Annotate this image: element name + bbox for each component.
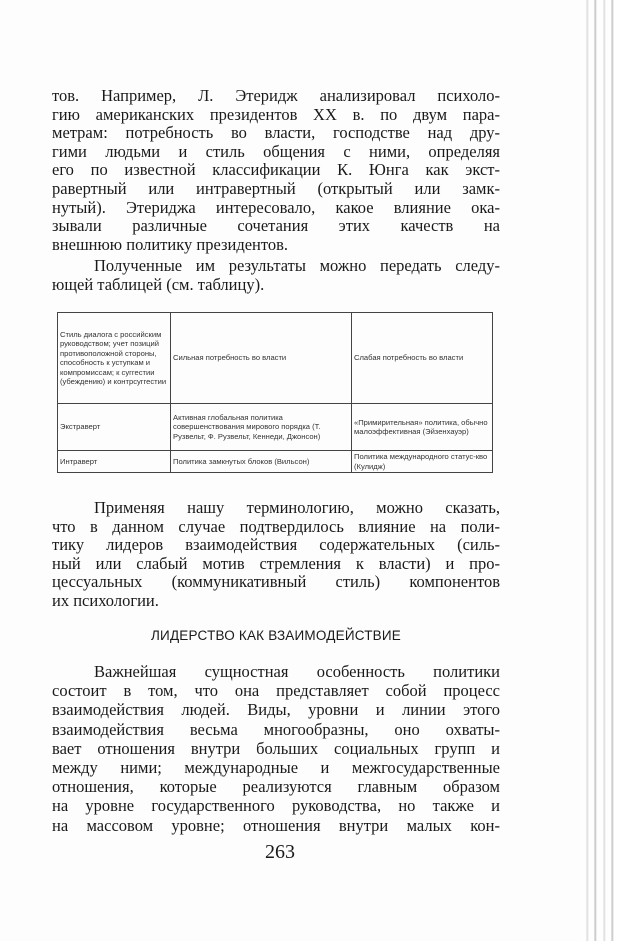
text-line: внешнюю политику президентов.	[52, 234, 289, 254]
scan-edge-artifact	[580, 0, 620, 941]
text-line: равертный или интравертный (открытый или замк-	[52, 178, 500, 198]
paragraph-3	[52, 499, 500, 611]
text-line: вает отношения внутри больших социальных групп и	[52, 738, 500, 758]
table-header-cell: Слабая потребность во власти	[352, 313, 493, 404]
table-cell: Интраверт	[58, 451, 171, 473]
table-header-row	[58, 313, 493, 404]
paragraph-2	[52, 257, 500, 294]
text-line: на массовом уровне; отношения внутри малых кон-	[52, 815, 500, 835]
text-line: их психологии.	[52, 590, 159, 610]
text-line: зывали различные сочетания этих качеств на	[52, 216, 500, 236]
text-line: нутый). Этериджа интересовало, какое влияние ока-	[52, 197, 500, 217]
text-line: Применяя нашу терминологию, можно сказать,	[94, 498, 500, 517]
table-cell: Политика международного статус-кво (Кулидж)	[352, 451, 493, 473]
table-header-cell: Сильная потребность во власти	[171, 313, 352, 404]
text-line: взаимодействия людей. Виды, уровни и линии этого	[52, 700, 500, 720]
results-table	[57, 312, 493, 473]
table-row	[58, 404, 493, 451]
text-line: гими людьми и стиль общения с ними, определяя	[52, 141, 500, 161]
text-line: его по известной классификации К. Юнга как экст-	[52, 160, 500, 180]
text-line: ный или слабый мотив стремления к власти) и про-	[52, 553, 500, 573]
text-line: метрам: потребность во власти, господстве над дру-	[52, 123, 500, 143]
table-cell: «Примирительная» политика, обычно малоэффективная (Эйзенхауэр)	[352, 404, 493, 451]
section-heading: ЛИДЕРСТВО КАК ВЗАИМОДЕЙСТВИЕ	[151, 628, 401, 643]
text-line: ющей таблицей (см. таблицу).	[52, 274, 265, 294]
text-line: отношения, которые реализуются главным образом	[52, 777, 500, 797]
table-cell: Политика замкнутых блоков (Вильсон)	[171, 451, 352, 473]
text-line: цессуальных (коммуникативный стиль) компонентов	[52, 572, 500, 592]
text-line: что в данном случае подтвердилось влияние на поли-	[52, 516, 500, 536]
text-line: Полученные им результаты можно передать следу-	[94, 256, 500, 275]
text-line: взаимодействия весьма многообразны, оно охваты-	[52, 719, 500, 739]
paragraph-4	[52, 662, 500, 835]
text-line: тов. Например, Л. Этеридж анализировал психоло-	[52, 86, 500, 105]
text-line: на уровне государственного руководства, но также и	[52, 796, 500, 816]
table-row	[58, 451, 493, 473]
table-header-cell: Стиль диалога с российским руководством; учет позиций противоположной стороны, способность к уступкам и компромиссам; к суггестии (убеждению) и контрсуггестии	[58, 313, 171, 404]
page-number: 263	[265, 841, 295, 863]
table-cell: Активная глобальная политика совершенствования мирового порядка (Т. Рузвельт, Ф. Рузвельт, Кеннеди, Джонсон)	[171, 404, 352, 451]
text-line: гию американских президентов XX в. по двум пара-	[52, 104, 500, 124]
text-line: между ними; международные и межгосударственные	[52, 758, 500, 778]
paragraph-1	[52, 87, 500, 254]
text-line: Важнейшая сущностная особенность политики	[94, 662, 500, 681]
text-line: тику лидеров взаимодействия содержательных (силь-	[52, 535, 500, 555]
table-cell: Экстраверт	[58, 404, 171, 451]
text-line: состоит в том, что она представляет собой процесс	[52, 681, 500, 701]
